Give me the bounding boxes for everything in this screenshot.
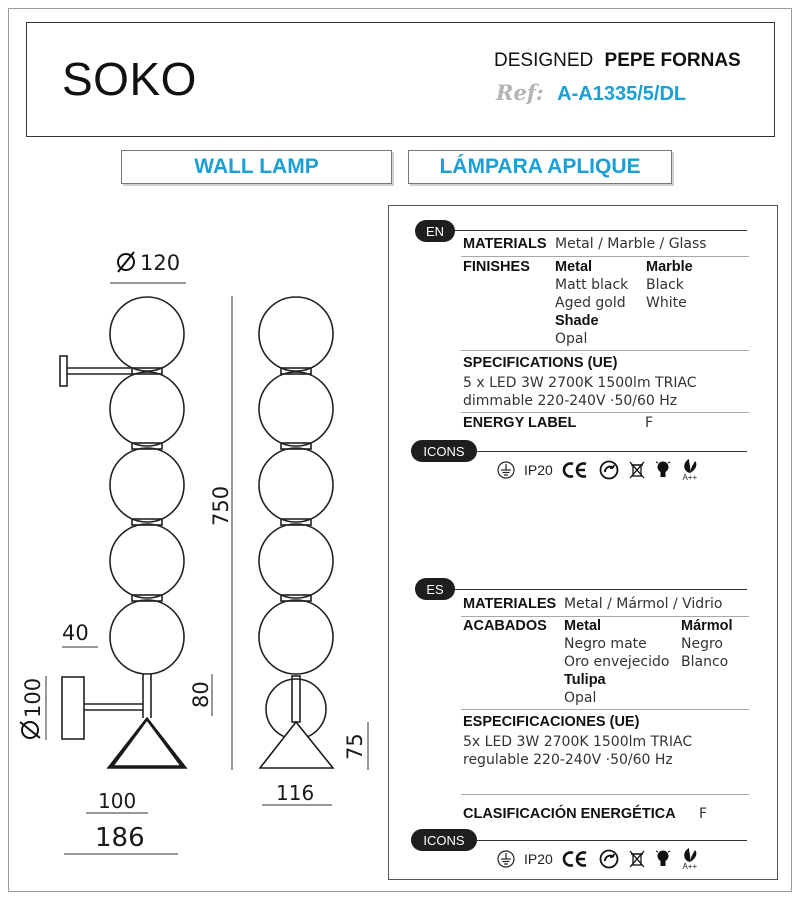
earth-ground-icon xyxy=(497,850,515,868)
leaf-energy-icon xyxy=(680,847,700,871)
height-value: 750 xyxy=(209,485,233,526)
total-depth-dimension xyxy=(64,823,178,854)
materials-label: MATERIALS xyxy=(463,236,547,252)
finish-marble-option: White xyxy=(646,295,687,311)
icons-badge-es: ICONS xyxy=(411,829,477,851)
divider xyxy=(461,709,749,710)
finishes-label: ACABADOS xyxy=(463,618,547,634)
divider xyxy=(455,589,747,590)
finish-metal-option: Aged gold xyxy=(555,295,626,311)
designer-line xyxy=(494,50,741,72)
base-depth-dimension xyxy=(86,789,148,813)
finishes-label: FINISHES xyxy=(463,259,530,275)
finish-metal-label: Metal xyxy=(555,259,593,275)
leaf-energy-icon xyxy=(680,458,700,482)
cone-height-value: 75 xyxy=(343,733,367,760)
finish-marble-label: Marble xyxy=(646,259,693,275)
specs-line: dimmable 220-240V ·50/60 Hz xyxy=(463,393,678,409)
designer-name: PEPE FORNAS xyxy=(604,50,741,71)
certification-icons-es xyxy=(497,847,700,871)
lang-badge-en: EN xyxy=(415,220,455,242)
total-depth-value: 186 xyxy=(95,823,145,853)
finish-marble-option: Negro xyxy=(681,636,723,652)
cone-height-dimension xyxy=(343,722,368,770)
lower-gap-value: 80 xyxy=(189,681,213,708)
side-view xyxy=(259,297,333,768)
specs-line: 5 x LED 3W 2700K 1500lm TRIAC xyxy=(463,375,697,391)
ip-rating: IP20 xyxy=(524,851,553,867)
ce-mark-icon xyxy=(562,461,590,479)
divider xyxy=(461,616,749,617)
shade-diameter-value: 120 xyxy=(140,251,181,275)
ip-rating: IP20 xyxy=(524,462,553,478)
product-type-en: WALL LAMP xyxy=(121,150,392,184)
specs-label: SPECIFICATIONS (UE) xyxy=(463,355,618,371)
finish-metal-option: Oro envejecido xyxy=(564,654,670,670)
ce-mark-icon xyxy=(562,850,590,868)
recycle-icon xyxy=(599,460,619,480)
product-name: SOKO xyxy=(62,53,197,105)
arm-dimension xyxy=(62,621,98,647)
weee-bin-icon xyxy=(628,460,646,480)
divider xyxy=(461,350,749,351)
energy-label: ENERGY LABEL xyxy=(463,415,577,431)
energy-class-text: A++ xyxy=(682,862,698,871)
finish-metal-label: Metal xyxy=(564,618,602,634)
certification-icons-en xyxy=(497,458,700,482)
divider xyxy=(477,451,747,452)
finish-shade-option: Opal xyxy=(564,690,597,706)
earth-ground-icon xyxy=(497,461,515,479)
finish-metal-option: Negro mate xyxy=(564,636,647,652)
divider xyxy=(455,230,747,231)
side-width-dimension xyxy=(262,781,332,805)
lang-badge-es: ES xyxy=(415,578,455,600)
front-view xyxy=(60,297,186,768)
led-bulb-icon xyxy=(655,460,671,480)
weee-bin-icon xyxy=(628,849,646,869)
reference-line xyxy=(496,80,686,106)
energy-class-text: A++ xyxy=(682,473,698,482)
finish-shade-label: Shade xyxy=(555,313,599,329)
led-bulb-icon xyxy=(655,849,671,869)
divider xyxy=(461,256,749,257)
specs-line: 5x LED 3W 2700K 1500lm TRIAC xyxy=(463,734,693,750)
finish-marble-label: Mármol xyxy=(681,618,733,634)
recycle-icon xyxy=(599,849,619,869)
finish-marble-option: Blanco xyxy=(681,654,729,670)
materials-value: Metal / Marble / Glass xyxy=(555,236,707,252)
divider xyxy=(477,840,747,841)
arm-value: 40 xyxy=(62,621,89,645)
divider xyxy=(461,794,749,795)
specs-line: regulable 220-240V ·50/60 Hz xyxy=(463,752,673,768)
ref-code: A-A1335/5/DL xyxy=(557,83,687,105)
finish-marble-option: Black xyxy=(646,277,684,293)
spec-panel xyxy=(388,205,778,880)
ref-label: Ref: xyxy=(496,80,544,105)
base-depth-value: 100 xyxy=(98,789,137,813)
energy-value: F xyxy=(699,806,708,822)
product-type-es: LÁMPARA APLIQUE xyxy=(408,150,672,184)
side-width-value: 116 xyxy=(276,781,315,805)
technical-drawing xyxy=(0,230,388,900)
finish-shade-label: Tulipa xyxy=(564,672,606,688)
divider xyxy=(461,412,749,413)
energy-value: F xyxy=(645,415,654,431)
materials-value: Metal / Mármol / Vidrio xyxy=(564,596,723,612)
finish-shade-option: Opal xyxy=(555,331,588,347)
finish-metal-option: Matt black xyxy=(555,277,629,293)
materials-label: MATERIALES xyxy=(463,596,557,612)
energy-label: CLASIFICACIÓN ENERGÉTICA xyxy=(463,806,676,822)
base-diameter-value: 100 xyxy=(21,677,45,718)
designed-label: DESIGNED xyxy=(494,50,594,71)
icons-badge-en: ICONS xyxy=(411,440,477,462)
lower-gap-dimension xyxy=(189,674,213,716)
shade-diameter-dimension xyxy=(110,251,186,283)
specs-label: ESPECIFICACIONES (UE) xyxy=(463,714,640,730)
base-diameter-dimension xyxy=(20,676,46,740)
